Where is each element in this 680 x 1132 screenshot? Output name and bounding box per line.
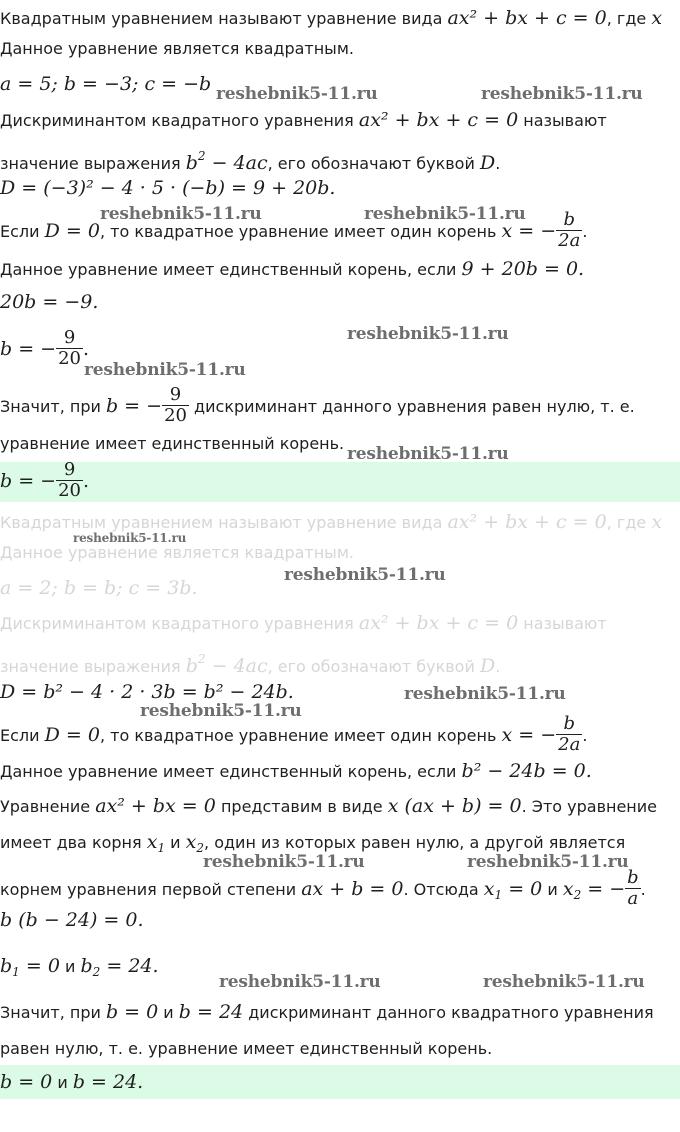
- watermark: reshebnik5-11.ru: [347, 324, 509, 344]
- coefficients-line-2: a = 2; b = b; c = 3b.: [0, 577, 198, 599]
- watermark: reshebnik5-11.ru: [100, 204, 262, 224]
- discriminant-definition-line: Дискриминантом квадратного уравнения ax² + bx + c = 0 называют: [0, 109, 607, 131]
- watermark: reshebnik5-11.ru: [467, 852, 629, 872]
- discriminant-calc-2: D = b² − 4 · 2 · 3b = b² − 24b.: [0, 681, 294, 703]
- answer-1: b = − $\frac{9}{20}$ .: [0, 459, 90, 501]
- watermark: reshebnik5-11.ru: [481, 84, 643, 104]
- definition-line: Квадратным уравнением называют уравнение вида ax² + bx + c = 0, где x: [0, 7, 663, 29]
- watermark: reshebnik5-11.ru: [404, 684, 566, 704]
- conclusion-line-1a: Значит, при b = − $\frac{9}{20}$ дискриминант данного уравнения равен нулю, т. е.: [0, 384, 635, 426]
- is-quadratic-line: Данное уравнение является квадратным.: [0, 39, 354, 58]
- watermark: reshebnik5-11.ru: [84, 360, 246, 380]
- watermark: reshebnik5-11.ru: [219, 972, 381, 992]
- conclusion-line-1b: уравнение имеет единственный корень.: [0, 434, 345, 453]
- two-roots-line: имеет два корня $x_1$ и $x_2$, один из которых равен нулю, а другой является: [0, 831, 626, 855]
- discriminant-expression-line-2: значение выражения $b^2 - 4ac$, его обозначают буквой D.: [0, 652, 501, 677]
- discriminant-calc-1: D = (−3)² − 4 · 5 · (−b) = 9 + 20b.: [0, 177, 336, 199]
- watermark: reshebnik5-11.ru: [364, 204, 526, 224]
- discriminant-expression-line: значение выражения $b^2 - 4ac$, его обозначают буквой D.: [0, 149, 501, 174]
- b-value-line: b = − $\frac{9}{20}$ .: [0, 327, 90, 369]
- definition-line-2: Квадратным уравнением называют уравнение вида ax² + bx + c = 0, где x: [0, 511, 663, 533]
- answer-highlight-1: [0, 459, 680, 502]
- single-root-condition-line-2: Данное уравнение имеет единственный корень, если b² − 24b = 0.: [0, 760, 592, 782]
- one-root-rule-line: Если D = 0, то квадратное уравнение имеет один корень x = − $\frac{b}{2a}$ .: [0, 209, 588, 251]
- watermark: reshebnik5-11.ru: [140, 701, 302, 721]
- one-root-rule-line-2: Если D = 0, то квадратное уравнение имеет один корень x = − $\frac{b}{2a}$ .: [0, 713, 588, 755]
- watermark: reshebnik5-11.ru: [284, 565, 446, 585]
- discriminant-definition-line-2: Дискриминантом квадратного уравнения ax² + bx + c = 0 называют: [0, 612, 607, 634]
- is-quadratic-line-2: Данное уравнение является квадратным.: [0, 543, 354, 562]
- watermark: reshebnik5-11.ru: [73, 531, 187, 545]
- watermark: reshebnik5-11.ru: [483, 972, 645, 992]
- watermark: reshebnik5-11.ru: [347, 444, 509, 464]
- roots-line: $b_1 = 0$ и $b_2 = 24$.: [0, 955, 159, 979]
- first-degree-line: корнем уравнения первой степени ax + b = 0. Отсюда $x_1 = 0$ и $x_2$ = − $\frac{b}{a}$ .: [0, 867, 646, 909]
- representation-line: Уравнение ax² + bx = 0 представим в виде x (ax + b) = 0. Это уравнение: [0, 795, 657, 817]
- quadratic-formula: ax² + bx + c = 0: [447, 7, 607, 29]
- step-20b: 20b = −9.: [0, 291, 99, 313]
- coefficients-line-1: a = 5; b = −3; c = −b: [0, 73, 212, 95]
- single-root-condition-line: Данное уравнение имеет единственный корень, если 9 + 20b = 0.: [0, 258, 585, 280]
- conclusion-line-2a: Значит, при b = 0 и b = 24 дискриминант данного квадратного уравнения: [0, 1001, 654, 1023]
- watermark: reshebnik5-11.ru: [216, 84, 378, 104]
- conclusion-line-2b: равен нулю, т. е. уравнение имеет единственный корень.: [0, 1039, 493, 1058]
- watermark: reshebnik5-11.ru: [203, 852, 365, 872]
- answer-2: b = 0 и b = 24.: [0, 1071, 144, 1093]
- factored-equation: b (b − 24) = 0.: [0, 909, 144, 931]
